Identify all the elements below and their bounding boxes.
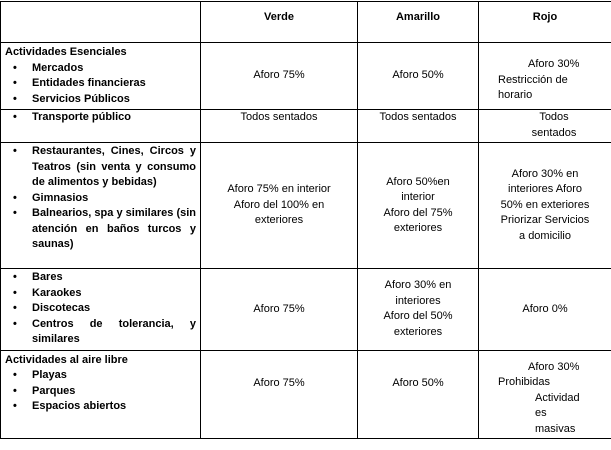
- rojo-cell: [479, 350, 611, 438]
- list-item: • Entidades financieras: [5, 76, 196, 92]
- verde-cell: [201, 43, 358, 110]
- list-item: • Espacios abiertos: [5, 399, 196, 415]
- verde-cell: [201, 110, 358, 143]
- verde-value: Aforo 75%: [253, 302, 305, 315]
- activity-cell: [1, 350, 201, 438]
- row-heading: Actividades Esenciales: [5, 46, 127, 58]
- list-item: • Playas: [5, 368, 196, 384]
- list-item: • Restaurantes, Cines, Circos y Teatros (sin venta y consumo de alimentos y bebidas): [5, 144, 196, 191]
- table-row: [1, 43, 611, 110]
- list-item: • Mercados: [5, 61, 196, 77]
- list-item: • Bares: [5, 270, 196, 286]
- list-item: • Balnearios, spa y similares (sin atención en baños turcos y saunas): [5, 206, 196, 253]
- amarillo-value: Aforo 50%: [392, 376, 444, 389]
- rojo-line: sentados: [531, 126, 577, 139]
- rojo-line: Aforo 30%: [528, 360, 580, 373]
- activity-list: [5, 110, 196, 126]
- amarillo-line: Aforo 50%en: [386, 175, 450, 188]
- activity-list: [5, 61, 196, 108]
- amarillo-value: Aforo 50%: [392, 69, 444, 82]
- rojo-cell: [479, 110, 611, 143]
- header-rojo: Rojo: [479, 2, 611, 43]
- list-item: • Gimnasios: [5, 191, 196, 207]
- activity-list: [5, 270, 196, 348]
- verde-value: Todos sentados: [240, 111, 318, 123]
- list-item: • Karaokes: [5, 286, 196, 302]
- activity-cell: [1, 269, 201, 351]
- rojo-line: Actividad: [535, 391, 580, 404]
- amarillo-line: exteriores: [393, 222, 443, 234]
- amarillo-line: interior: [401, 191, 435, 203]
- activity-list: [5, 368, 196, 415]
- amarillo-value: Todos sentados: [379, 111, 457, 123]
- verde-cell: [201, 143, 358, 269]
- amarillo-line: Aforo 30% en: [384, 279, 452, 292]
- rojo-line: Aforo 30% en: [511, 167, 579, 180]
- amarillo-cell: [358, 43, 479, 110]
- rojo-cell: [479, 43, 611, 110]
- amarillo-line: interiores: [395, 294, 441, 307]
- rojo-line: 50% en exteriores: [500, 198, 590, 211]
- rojo-line: Restricción de: [498, 73, 568, 86]
- list-item: • Servicios Públicos: [5, 92, 196, 108]
- rojo-cell: [479, 143, 611, 269]
- rojo-line: Aforo 30%: [528, 58, 580, 70]
- rojo-line: Prohibidas: [498, 376, 550, 388]
- verde-line: Aforo del 100% en: [233, 198, 325, 211]
- amarillo-cell: [358, 269, 479, 351]
- list-item: • Centros de tolerancia, y similares: [5, 317, 196, 348]
- table-row: [1, 143, 611, 269]
- list-item: • Parques: [5, 384, 196, 400]
- verde-value: Aforo 75%: [253, 376, 305, 389]
- rojo-value: Aforo 0%: [522, 302, 568, 315]
- rojo-line: interiores Aforo: [508, 183, 582, 196]
- rojo-line: Todos: [539, 111, 569, 123]
- verde-cell: [201, 350, 358, 438]
- amarillo-line: exteriores: [393, 325, 443, 338]
- amarillo-cell: [358, 110, 479, 143]
- amarillo-cell: [358, 143, 479, 269]
- verde-cell: [201, 269, 358, 351]
- list-item: • Discotecas: [5, 301, 196, 317]
- activity-cell: [1, 43, 201, 110]
- rojo-line: masivas: [535, 422, 576, 435]
- amarillo-line: Aforo del 75%: [383, 206, 453, 219]
- amarillo-line: Aforo del 50%: [383, 310, 453, 323]
- table-row: [1, 110, 611, 143]
- rojo-line: Priorizar Servicios: [500, 214, 590, 227]
- amarillo-cell: [358, 350, 479, 438]
- table-row: [1, 269, 611, 351]
- header-verde: Verde: [201, 2, 358, 43]
- restrictions-table: [0, 1, 611, 439]
- header-row: [1, 2, 611, 43]
- list-item: • Transporte público: [5, 110, 196, 126]
- activity-cell: [1, 110, 201, 143]
- activity-list: [5, 144, 196, 253]
- activity-cell: [1, 143, 201, 269]
- verde-line: Aforo 75% en interior: [227, 183, 331, 196]
- row-heading: Actividades al aire libre: [5, 353, 128, 366]
- rojo-cell: [479, 269, 611, 351]
- rojo-line: a domicilio: [519, 229, 571, 242]
- verde-value: Aforo 75%: [253, 69, 305, 82]
- rojo-line: horario: [498, 89, 533, 101]
- verde-line: exteriores: [254, 214, 304, 227]
- header-empty-cell: [1, 2, 201, 43]
- table-row: [1, 350, 611, 438]
- rojo-line: es: [535, 407, 547, 419]
- header-amarillo: Amarillo: [358, 2, 479, 43]
